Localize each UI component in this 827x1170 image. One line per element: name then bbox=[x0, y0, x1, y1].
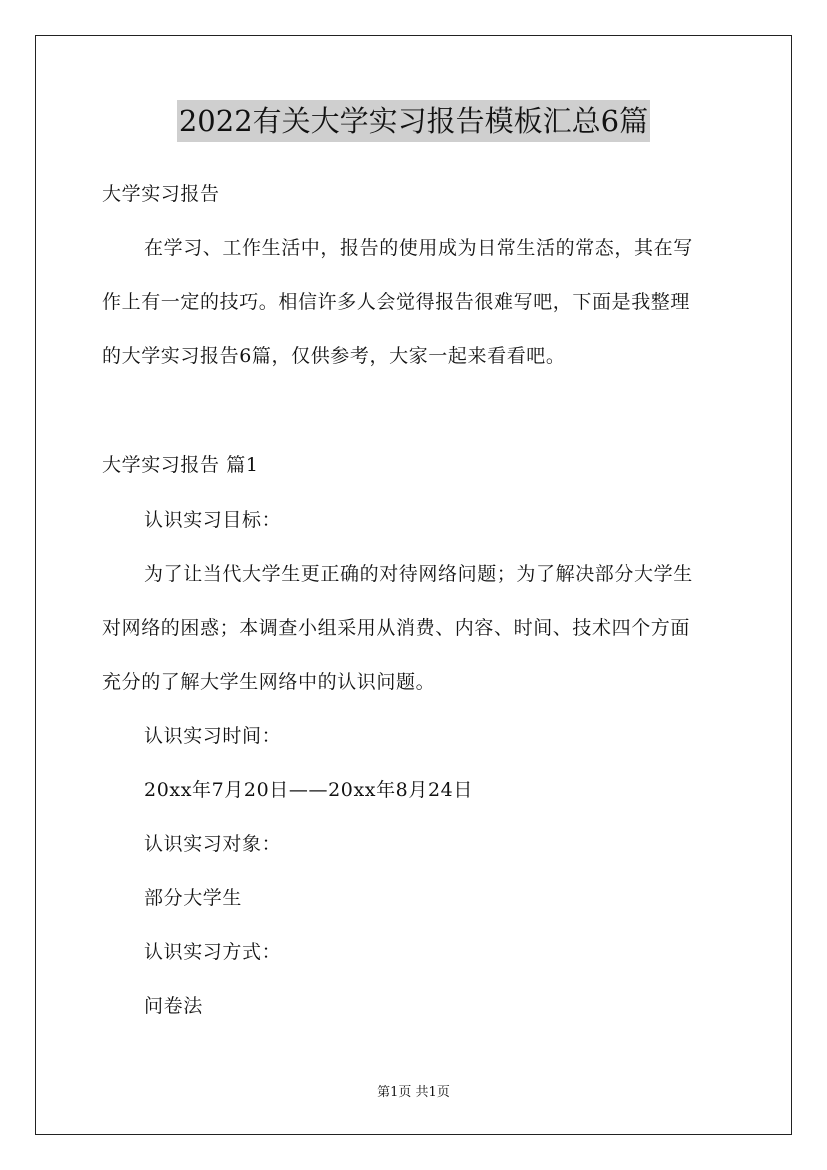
intro-line-3[interactable]: 的大学实习报告6篇，仅供参考，大家一起来看看吧。 bbox=[102, 345, 566, 367]
page-footer: 第1页 共1页 bbox=[377, 1085, 450, 1100]
goal-line-2[interactable]: 对网络的困惑；本调查小组采用从消费、内容、时间、技术四个方面 bbox=[102, 617, 691, 639]
heading[interactable]: 大学实习报告 bbox=[102, 183, 220, 205]
goal-label[interactable]: 认识实习目标： bbox=[144, 509, 282, 531]
time-label[interactable]: 认识实习时间： bbox=[144, 725, 282, 747]
intro-line-2[interactable]: 作上有一定的技巧。相信许多人会觉得报告很难写吧，下面是我整理 bbox=[102, 291, 691, 313]
goal-line-1[interactable]: 为了让当代大学生更正确的对待网络问题；为了解决部分大学生 bbox=[144, 563, 693, 585]
object-label[interactable]: 认识实习对象： bbox=[144, 833, 282, 855]
time-value[interactable]: 20xx年7月20日——20xx年8月24日 bbox=[144, 779, 473, 801]
method-label[interactable]: 认识实习方式： bbox=[144, 941, 282, 963]
document-title[interactable]: 2022有关大学实习报告模板汇总6篇 bbox=[177, 100, 650, 142]
method-value[interactable]: 问卷法 bbox=[144, 995, 203, 1017]
object-value[interactable]: 部分大学生 bbox=[144, 887, 243, 909]
title-container bbox=[0, 100, 827, 142]
goal-line-3[interactable]: 充分的了解大学生网络中的认识问题。 bbox=[102, 671, 436, 693]
intro-line-1[interactable]: 在学习、工作生活中，报告的使用成为日常生活的常态，其在写 bbox=[144, 237, 693, 259]
section-heading[interactable]: 大学实习报告 篇1 bbox=[102, 454, 259, 476]
